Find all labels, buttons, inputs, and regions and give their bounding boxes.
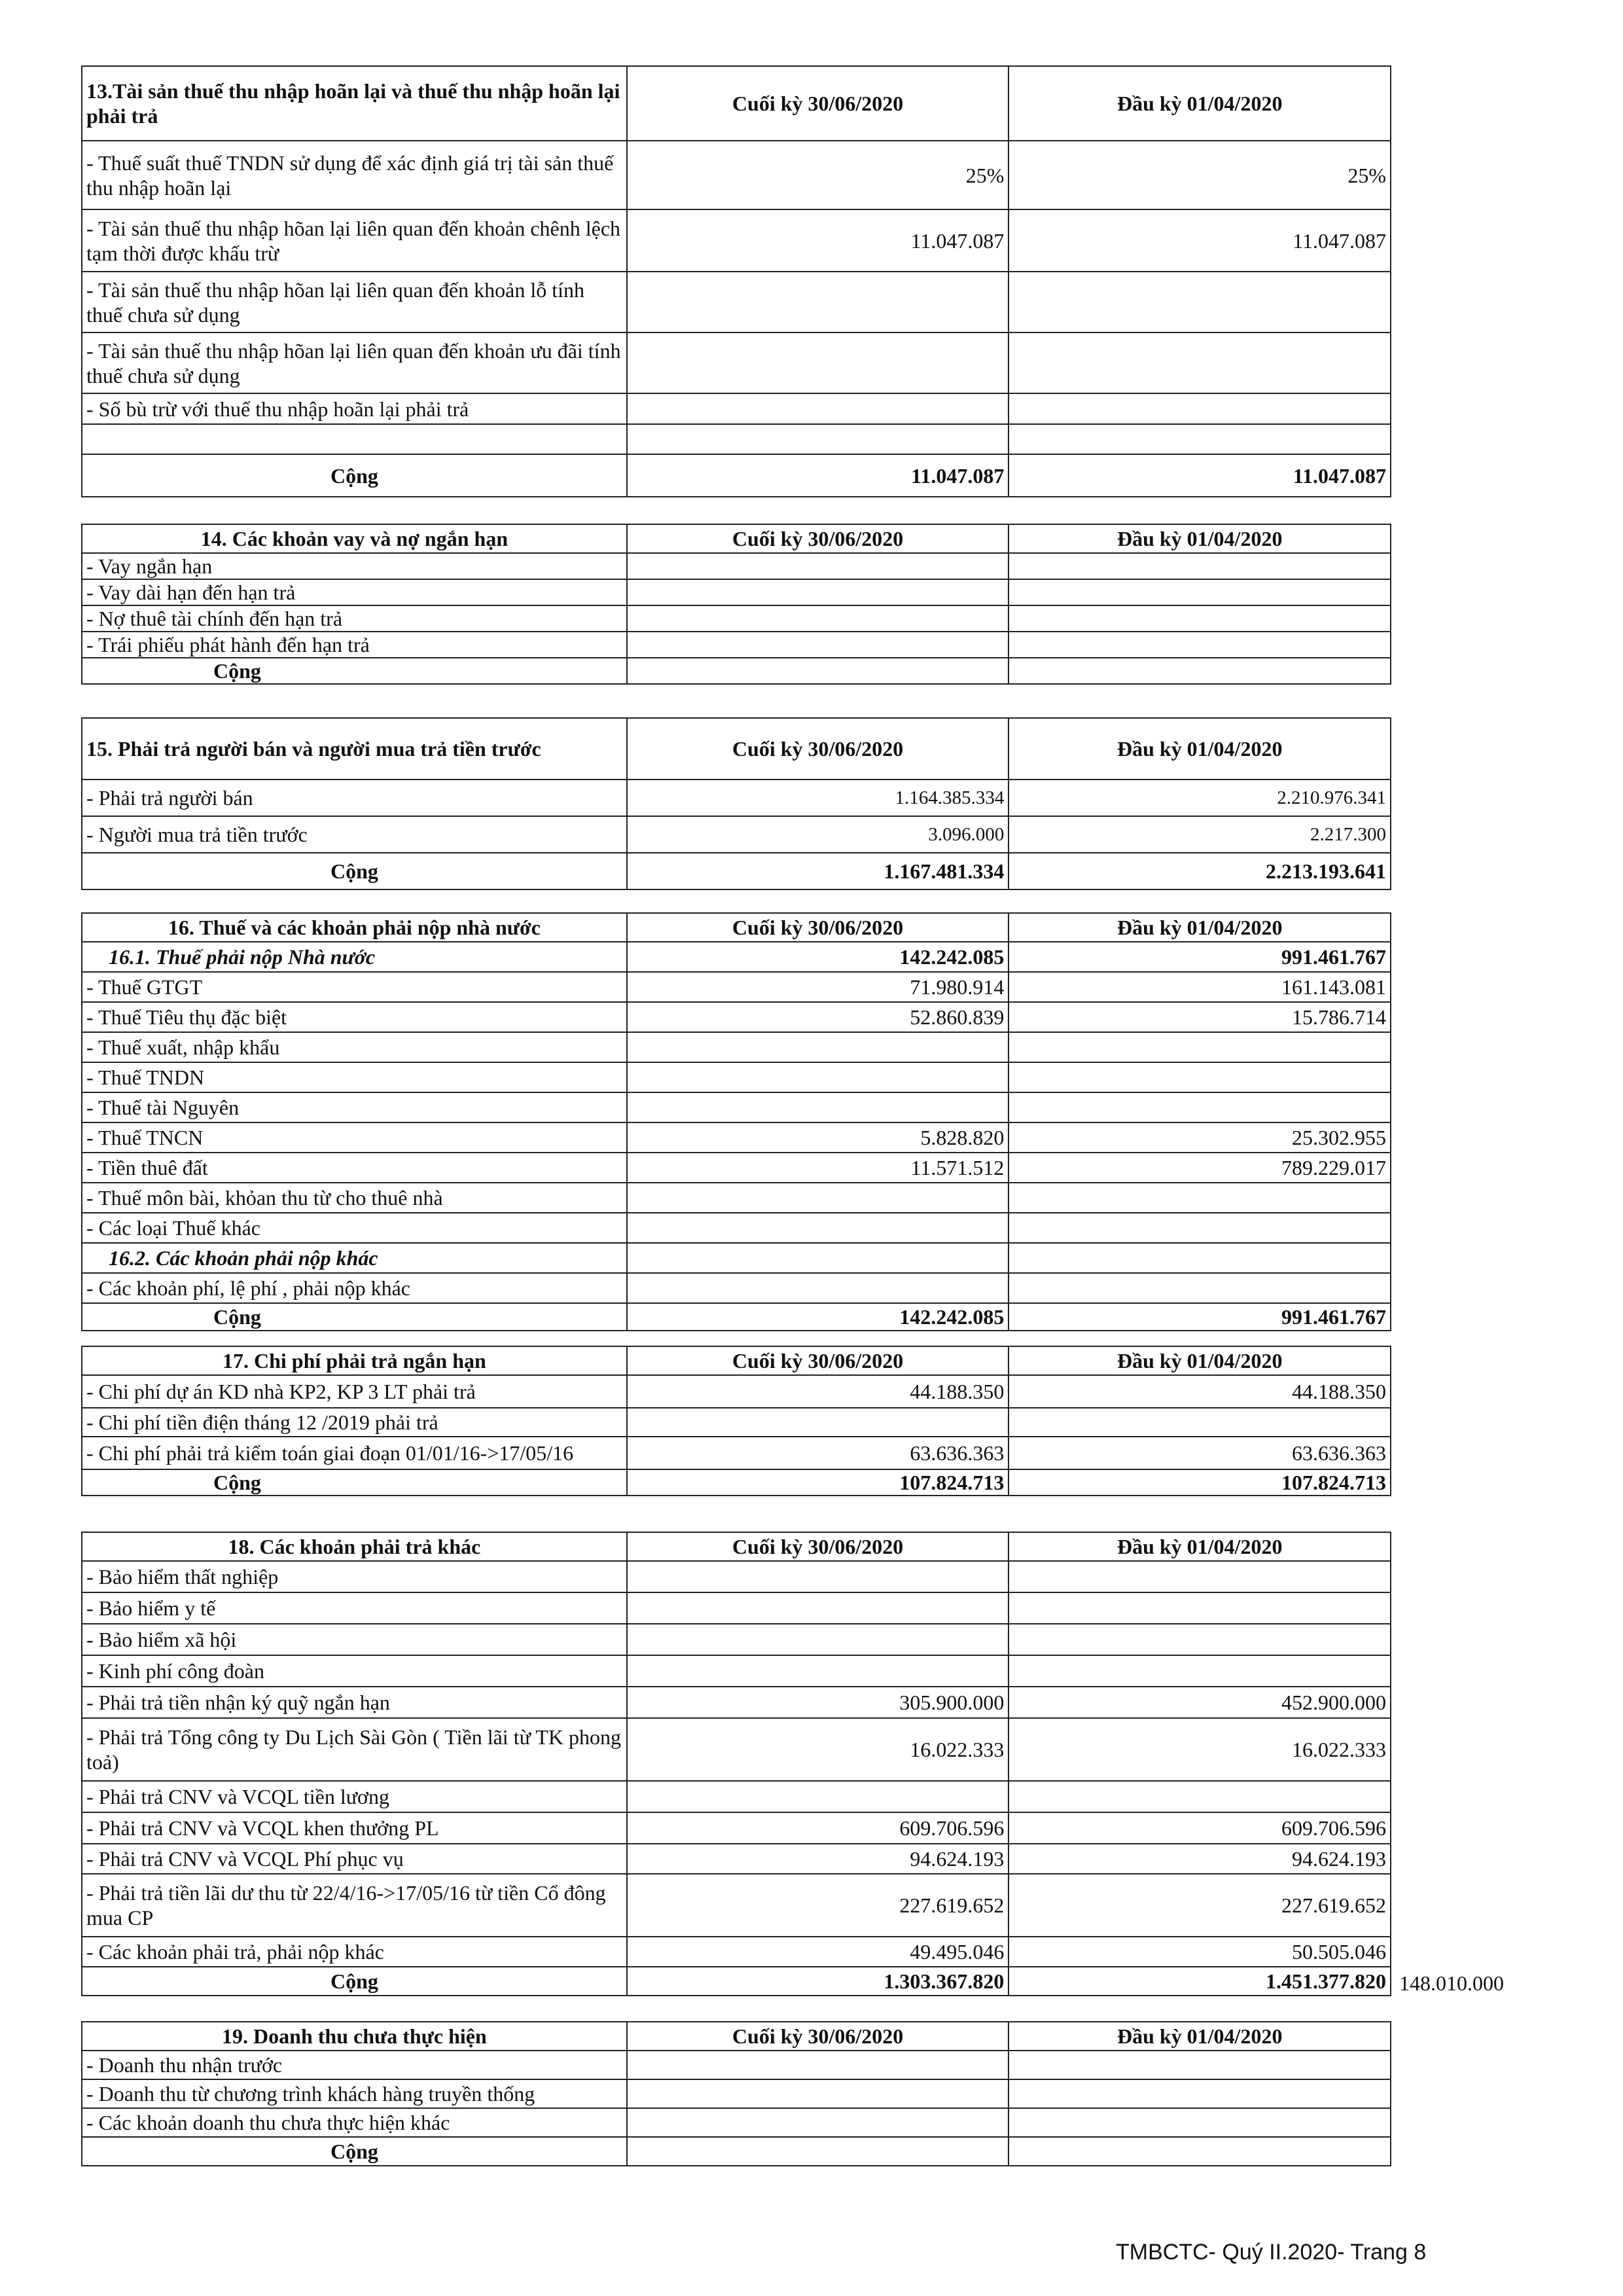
table-row <box>82 1687 1391 1718</box>
value-end <box>627 1624 1009 1655</box>
table-row <box>82 1812 1391 1844</box>
table-title: 15. Phải trả người bán và người mua trả tiền trước <box>82 718 627 780</box>
value-start: 227.619.652 <box>1008 1874 1391 1937</box>
row-label: - Tiền thuê đất <box>82 1153 627 1183</box>
value-start <box>1008 1655 1391 1687</box>
value-start: 15.786.714 <box>1008 1002 1391 1032</box>
total-start: 2.213.193.641 <box>1008 853 1391 889</box>
value-start <box>1008 1092 1391 1122</box>
total-end: 142.242.085 <box>627 1303 1009 1331</box>
table-row <box>82 1624 1391 1655</box>
value-end: 63.636.363 <box>627 1437 1009 1469</box>
value-end: 25% <box>627 141 1009 209</box>
col-header-start: Đầu kỳ 01/04/2020 <box>1008 524 1391 553</box>
total-row <box>82 454 1391 497</box>
col-header-start: Đầu kỳ 01/04/2020 <box>1008 1346 1391 1375</box>
table-row <box>82 2051 1391 2079</box>
col-header-start: Đầu kỳ 01/04/2020 <box>1008 2022 1391 2051</box>
table-row <box>82 1273 1391 1303</box>
table-row <box>82 1002 1391 1032</box>
value-end <box>627 1561 1009 1592</box>
row-label: - Tài sản thuế thu nhập hõan lại liên quan đến khoản chênh lệch tạm thời được khấu trừ <box>82 209 627 272</box>
value-end <box>627 1213 1009 1243</box>
value-end: 11.047.087 <box>627 209 1009 272</box>
value-end: 94.624.193 <box>627 1844 1009 1874</box>
value-start: 11.047.087 <box>1008 209 1391 272</box>
col-header-start: Đầu kỳ 01/04/2020 <box>1008 913 1391 942</box>
table-title: 16. Thuế và các khoản phải nộp nhà nước <box>82 913 627 942</box>
value-end: 52.860.839 <box>627 1002 1009 1032</box>
row-label: - Vay dài hạn đến hạn trả <box>82 579 627 605</box>
value-start: 2.210.976.341 <box>1008 780 1391 816</box>
row-label: - Chi phí dự án KD nhà KP2, KP 3 LT phải trả <box>82 1375 627 1408</box>
value-start: 25.302.955 <box>1008 1122 1391 1153</box>
table-row <box>82 141 1391 209</box>
table-row <box>82 1718 1391 1781</box>
row-label: - Thuế Tiêu thụ đặc biệt <box>82 1002 627 1032</box>
value-end: 142.242.085 <box>627 942 1009 972</box>
table-18-other-payables <box>81 1532 1391 1996</box>
total-row <box>82 2137 1391 2166</box>
value-start: 63.636.363 <box>1008 1437 1391 1469</box>
value-start <box>1008 1781 1391 1812</box>
subsection-row <box>82 1243 1391 1273</box>
row-label: - Tài sản thuế thu nhập hõan lại liên quan đến khoản ưu đãi tính thuế chưa sử dụng <box>82 332 627 393</box>
value-end <box>627 393 1009 424</box>
table-row <box>82 579 1391 605</box>
table-16-taxes-payable <box>81 912 1391 1331</box>
table-title: 14. Các khoản vay và nợ ngắn hạn <box>82 524 627 553</box>
value-end <box>627 332 1009 393</box>
page-footer: TMBCTC- Quý II.2020- Trang 8 <box>1116 2240 1427 2265</box>
row-label: - Phải trả CNV và VCQL tiền lương <box>82 1781 627 1812</box>
table-row <box>82 816 1391 853</box>
row-label: - Các loại Thuế khác <box>82 1213 627 1243</box>
total-label: Cộng <box>82 454 627 497</box>
value-start <box>1008 1183 1391 1213</box>
row-label: - Tài sản thuế thu nhập hõan lại liên quan đến khoản lỗ tính thuế chưa sử dụng <box>82 272 627 332</box>
col-header-end: Cuối kỳ 30/06/2020 <box>627 718 1009 780</box>
value-end <box>627 1655 1009 1687</box>
value-end: 49.495.046 <box>627 1937 1009 1967</box>
subsection-label: 16.2. Các khoản phải nộp khác <box>82 1243 627 1273</box>
row-label: - Phải trả người bán <box>82 780 627 816</box>
table-title: 17. Chi phí phải trả ngắn hạn <box>82 1346 627 1375</box>
table-row <box>82 553 1391 579</box>
value-start: 789.229.017 <box>1008 1153 1391 1183</box>
side-note-value: 148.010.000 <box>1399 1971 1504 1995</box>
table-row <box>82 605 1391 632</box>
value-end <box>627 1183 1009 1213</box>
value-end: 16.022.333 <box>627 1718 1009 1781</box>
value-end <box>627 1062 1009 1092</box>
value-start <box>1008 1213 1391 1243</box>
table-17-accrued-expenses <box>81 1346 1391 1496</box>
value-start <box>1008 1062 1391 1092</box>
row-label: - Các khoản doanh thu chưa thực hiện khác <box>82 2108 627 2137</box>
table-row <box>82 1092 1391 1122</box>
col-header-end: Cuối kỳ 30/06/2020 <box>627 66 1009 141</box>
row-label: - Phải trả CNV và VCQL Phí phục vụ <box>82 1844 627 1874</box>
row-label: - Thuế TNDN <box>82 1062 627 1092</box>
total-label: Cộng <box>82 1967 627 1996</box>
total-row <box>82 853 1391 889</box>
table-row <box>82 780 1391 816</box>
value-start: 609.706.596 <box>1008 1812 1391 1844</box>
value-end <box>627 272 1009 332</box>
row-label: - Doanh thu nhận trước <box>82 2051 627 2079</box>
total-start: 11.047.087 <box>1008 454 1391 497</box>
row-label: - Thuế tài Nguyên <box>82 1092 627 1122</box>
row-label: - Các khoản phí, lệ phí , phải nộp khác <box>82 1273 627 1303</box>
row-label: - Vay ngắn hạn <box>82 553 627 579</box>
col-header-end: Cuối kỳ 30/06/2020 <box>627 524 1009 553</box>
total-end: 1.303.367.820 <box>627 1967 1009 1996</box>
table-title: 18. Các khoản phải trả khác <box>82 1532 627 1561</box>
table-row <box>82 393 1391 424</box>
value-start: 991.461.767 <box>1008 942 1391 972</box>
table-row <box>82 972 1391 1002</box>
table-row <box>82 2079 1391 2108</box>
value-start: 452.900.000 <box>1008 1687 1391 1718</box>
value-start: 25% <box>1008 141 1391 209</box>
value-end <box>627 1781 1009 1812</box>
subsection-label: 16.1. Thuế phải nộp Nhà nước <box>82 942 627 972</box>
value-end: 71.980.914 <box>627 972 1009 1002</box>
value-end <box>627 1092 1009 1122</box>
value-end <box>627 1408 1009 1437</box>
table-row <box>82 272 1391 332</box>
total-label: Cộng <box>82 1469 627 1496</box>
table-row <box>82 1937 1391 1967</box>
value-end: 227.619.652 <box>627 1874 1009 1937</box>
total-end: 1.167.481.334 <box>627 853 1009 889</box>
value-start: 44.188.350 <box>1008 1375 1391 1408</box>
table-row <box>82 1874 1391 1937</box>
table-row <box>82 1153 1391 1183</box>
col-header-start: Đầu kỳ 01/04/2020 <box>1008 1532 1391 1561</box>
value-start <box>1008 393 1391 424</box>
table-19-unearned-revenue <box>81 2021 1391 2166</box>
col-header-end: Cuối kỳ 30/06/2020 <box>627 913 1009 942</box>
col-header-end: Cuối kỳ 30/06/2020 <box>627 2022 1009 2051</box>
total-label: Cộng <box>82 2137 627 2166</box>
total-label: Cộng <box>82 853 627 889</box>
value-start <box>1008 272 1391 332</box>
subsection-row <box>82 942 1391 972</box>
table-title: 13.Tài sản thuế thu nhập hoãn lại và thuế thu nhập hoãn lại phải trả <box>82 66 627 141</box>
row-label: - Trái phiếu phát hành đến hạn trả <box>82 632 627 658</box>
row-label: - Chi phí phải trả kiểm toán giai đoạn 01/01/16->17/05/16 <box>82 1437 627 1469</box>
table-row <box>82 1437 1391 1469</box>
total-row <box>82 1469 1391 1496</box>
row-label: - Số bù trừ với thuế thu nhập hoãn lại phải trả <box>82 393 627 424</box>
col-header-end: Cuối kỳ 30/06/2020 <box>627 1532 1009 1561</box>
total-end: 11.047.087 <box>627 454 1009 497</box>
table-row <box>82 332 1391 393</box>
value-start: 161.143.081 <box>1008 972 1391 1002</box>
total-row <box>82 658 1391 684</box>
table-row <box>82 1561 1391 1592</box>
row-label: - Các khoản phải trả, phải nộp khác <box>82 1937 627 1967</box>
table-row <box>82 1183 1391 1213</box>
value-start <box>1008 1408 1391 1437</box>
row-label: - Doanh thu từ chương trình khách hàng truyền thống <box>82 2079 627 2108</box>
row-label: - Thuế TNCN <box>82 1122 627 1153</box>
table-row <box>82 1213 1391 1243</box>
value-start <box>1008 332 1391 393</box>
table-row <box>82 1844 1391 1874</box>
value-end <box>627 1592 1009 1624</box>
table-row <box>82 632 1391 658</box>
row-label: - Thuế GTGT <box>82 972 627 1002</box>
total-end: 107.824.713 <box>627 1469 1009 1496</box>
value-start <box>1008 1561 1391 1592</box>
row-label: - Kinh phí công đoàn <box>82 1655 627 1687</box>
row-label: - Phải trả tiền nhận ký quỹ ngắn hạn <box>82 1687 627 1718</box>
value-start <box>1008 1624 1391 1655</box>
table-row <box>82 1062 1391 1092</box>
total-start: 107.824.713 <box>1008 1469 1391 1496</box>
value-end: 1.164.385.334 <box>627 780 1009 816</box>
value-start <box>1008 1032 1391 1062</box>
row-label: - Người mua trả tiền trước <box>82 816 627 853</box>
value-end: 609.706.596 <box>627 1812 1009 1844</box>
total-row <box>82 1303 1391 1331</box>
col-header-start: Đầu kỳ 01/04/2020 <box>1008 66 1391 141</box>
value-end: 3.096.000 <box>627 816 1009 853</box>
value-end: 5.828.820 <box>627 1122 1009 1153</box>
row-label: - Thuế xuất, nhập khẩu <box>82 1032 627 1062</box>
table-13-deferred-tax <box>81 65 1391 497</box>
table-row <box>82 1592 1391 1624</box>
row-label: - Bảo hiểm thất nghiệp <box>82 1561 627 1592</box>
table-row <box>82 1408 1391 1437</box>
col-header-end: Cuối kỳ 30/06/2020 <box>627 1346 1009 1375</box>
value-end: 305.900.000 <box>627 1687 1009 1718</box>
value-start: 2.217.300 <box>1008 816 1391 853</box>
total-label: Cộng <box>82 658 627 684</box>
total-row <box>82 1967 1391 1996</box>
row-label: - Phải trả tiền lãi dư thu từ 22/4/16->17/05/16 từ tiền Cổ đông mua CP <box>82 1874 627 1937</box>
value-start: 94.624.193 <box>1008 1844 1391 1874</box>
row-label: - Phải trả Tổng công ty Du Lịch Sài Gòn ( Tiền lãi từ TK phong toả) <box>82 1718 627 1781</box>
table-15-payables-and-advances <box>81 717 1391 890</box>
table-row <box>82 1032 1391 1062</box>
row-label: - Bảo hiểm y tế <box>82 1592 627 1624</box>
value-start: 50.505.046 <box>1008 1937 1391 1967</box>
row-label: - Chi phí tiền điện tháng 12 /2019 phải trả <box>82 1408 627 1437</box>
total-start: 1.451.377.820 <box>1008 1967 1391 1996</box>
row-label: - Thuế môn bài, khỏan thu từ cho thuê nhà <box>82 1183 627 1213</box>
row-label: - Thuế suất thuế TNDN sử dụng để xác định giá trị tài sản thuế thu nhập hoãn lại <box>82 141 627 209</box>
row-label: - Bảo hiểm xã hội <box>82 1624 627 1655</box>
table-row <box>82 1655 1391 1687</box>
value-end <box>627 1032 1009 1062</box>
table-row <box>82 209 1391 272</box>
table-row <box>82 1122 1391 1153</box>
value-start: 16.022.333 <box>1008 1718 1391 1781</box>
row-label: - Nợ thuê tài chính đến hạn trả <box>82 605 627 632</box>
row-label: - Phải trả CNV và VCQL khen thưởng PL <box>82 1812 627 1844</box>
total-label: Cộng <box>82 1303 627 1331</box>
table-row <box>82 2108 1391 2137</box>
table-row-blank <box>82 424 1391 454</box>
total-start: 991.461.767 <box>1008 1303 1391 1331</box>
table-14-short-term-loans <box>81 524 1391 685</box>
value-start <box>1008 1592 1391 1624</box>
table-title: 19. Doanh thu chưa thực hiện <box>82 2022 627 2051</box>
col-header-start: Đầu kỳ 01/04/2020 <box>1008 718 1391 780</box>
table-row <box>82 1781 1391 1812</box>
table-row <box>82 1375 1391 1408</box>
value-end: 44.188.350 <box>627 1375 1009 1408</box>
value-end: 11.571.512 <box>627 1153 1009 1183</box>
